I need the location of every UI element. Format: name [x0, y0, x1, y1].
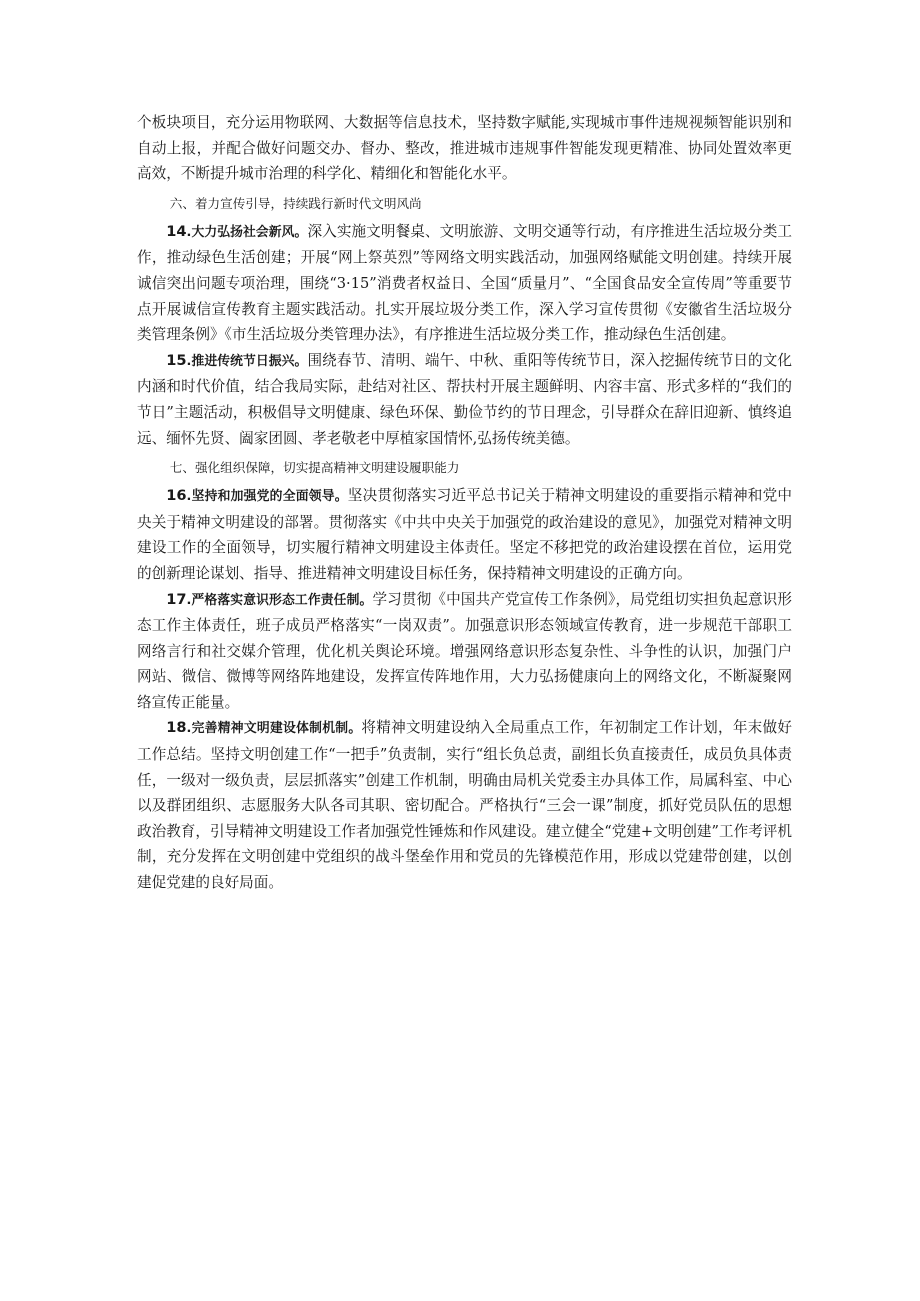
item-15-paragraph — [137, 348, 792, 451]
item-15-number: 15 — [166, 351, 187, 369]
item-18-lead: .完善精神文明建设体制机制。 — [186, 721, 362, 737]
item-17-lead: .严格落实意识形态工作责任制。 — [186, 592, 373, 608]
item-14-number: 14 — [166, 222, 187, 240]
section-7-heading: 七、强化组织保障，切实提高精神文明建设履职能力 — [169, 460, 460, 476]
item-14-paragraph — [137, 219, 792, 348]
item-18-paragraph — [137, 715, 792, 895]
item-15-body: 围绕春节、清明、端午、中秋、重阳等传统节日，深入挖掘传统节日的文化内涵和时代价值，结合我局实际，赴结对社区、帮扶村开展主题鲜明、内容丰富、形式多样的“我们的节日”主题活动，积极倡导文明健康、绿色环保、勤俭节约的节日理念，引导群众在辞旧迎新、慎终追远、缅怀先贤、阖家团圆、孝老敬老中厚植家国情怀,弘扬传统美德。 — [137, 351, 792, 447]
item-16-paragraph — [137, 483, 792, 586]
section-6-heading: 六、着力宣传引导，持续践行新时代文明风尚 — [169, 195, 422, 211]
item-17-paragraph — [137, 587, 792, 716]
item-16-lead: .坚持和加强党的全面领导。 — [186, 489, 348, 505]
document-page — [137, 110, 792, 896]
item-14-body: 深入实施文明餐桌、文明旅游、文明交通等行动，有序推进生活垃圾分类工作，推动绿色生活创建；开展“网上祭英烈”等网络文明实践活动，加强网络赋能文明创建。持续开展诚信突出问题专项治理，围绕“3·15”消费者权益日、全国“质量月”、“全国食品安全宣传周”等重要节点开展诚信宣传教育主题实践活动。扎实开展垃圾分类工作，深入学习宣传贯彻《安徽省生活垃圾分类管理条例》《市生活垃圾分类管理办法》，有序推进生活垃圾分类工作，推动绿色生活创建。 — [137, 222, 792, 344]
item-14-lead: .大力弘扬社会新风。 — [186, 224, 308, 240]
item-18-body: 将精神文明建设纳入全局重点工作，年初制定工作计划，年末做好工作总结。坚持文明创建工作“一把手”负责制，实行“组长负总责，副组长负直接责任，成员负具体责任，一级对一级负责，层层抓落实”创建工作机制，明确由局机关党委主办具体工作，局属科室、中心以及群团组织、志愿服务大队各司其职、密切配合。严格执行“三会一课”制度，抓好党员队伍的思想政治教育，引导精神文明建设工作者加强党性锤炼和作风建设。建立健全“党建+文明创建”工作考评机制，充分发挥在文明创建中党组织的战斗堡垒作用和党员的先锋模范作用，形成以党建带创建，以创建促党建的良好局面。 — [137, 719, 792, 892]
intro-paragraph: 个板块项目，充分运用物联网、大数据等信息技术，坚持数字赋能,实现城市事件违规视频智能识别和自动上报，并配合做好问题交办、督办、整改，推进城市违规事件智能发现更精准、协同处置效率更高效，不断提升城市治理的科学化、精细化和智能化水平。 — [137, 114, 792, 183]
item-16-number: 16 — [166, 487, 187, 505]
item-17-number: 17 — [166, 590, 187, 608]
item-17-body: 学习贯彻《中国共产党宣传工作条例》，局党组切实担负起意识形态工作主体责任，班子成员严格落实“一岗双责”。加强意识形态领域宣传教育，进一步规范干部职工网络言行和社交媒介管理，优化机关舆论环境。增强网络意识形态复杂性、斗争性的认识，加强门户网站、微信、微博等网络阵地建设，发挥宣传阵地作用，大力弘扬健康向上的网络文化，不断凝聚网络宣传正能量。 — [137, 590, 792, 711]
item-15-lead: .推进传统节日振兴。 — [186, 353, 308, 369]
item-16-body: 坚决贯彻落实习近平总书记关于精神文明建设的重要指示精神和党中央关于精神文明建设的部署。贯彻落实《中共中央关于加强党的政治建设的意见》，加强党对精神文明建设工作的全面领导，切实履行精神文明建设主体责任。坚定不移把党的政治建设摆在首位，运用党的创新理论谋划、指导、推进精神文明建设目标任务，保持精神文明建设的正确方向。 — [137, 487, 792, 582]
item-18-number: 18 — [166, 719, 187, 737]
